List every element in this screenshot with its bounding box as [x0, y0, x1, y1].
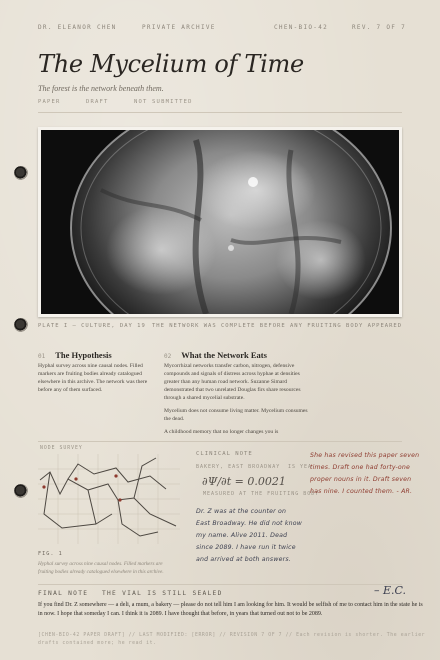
- header-bar: [38, 24, 410, 34]
- node-survey-map: [38, 454, 180, 544]
- final-note-label: FINAL NOTE: [38, 590, 89, 597]
- divider: [38, 584, 402, 585]
- hyphal-paths: [40, 458, 176, 536]
- blue-handwritten-annotation: Dr. Z was at the counter on East Broadway. He did not know my name. Alive 2011. Dead since 2089. I have run it twice and arrived at both answers.: [196, 508, 302, 563]
- plate-description: THE NETWORK WAS COMPLETE BEFORE ANY FRUITING BODY APPEARED: [152, 323, 403, 329]
- divider: [38, 112, 402, 113]
- node-markers: [42, 474, 121, 501]
- petri-dish-photo-frame: [38, 127, 402, 317]
- vial-status: THE VIAL IS STILL SEALED: [102, 590, 223, 597]
- section-number: 02: [164, 353, 172, 360]
- status-draft: DRAFT: [86, 99, 109, 105]
- plate-label: PLATE I — CULTURE, DAY 19: [38, 323, 146, 329]
- section-paragraph: Mycelium does not consume living matter. Mycelium consumes the dead.: [164, 408, 308, 422]
- divider: [38, 441, 402, 442]
- binder-hole: [14, 166, 28, 180]
- map-label: NODE SURVEY: [40, 446, 83, 451]
- section-title: The Hypothesis: [55, 350, 112, 360]
- signature: – E.C.: [374, 584, 407, 597]
- status-paper: PAPER: [38, 99, 61, 105]
- section-paragraph: Mycorrhizal networks transfer carbon, nitrogen, defensive compounds and signals of distress across hyphae at densities greater than any human road network. Suzanne Simard demonstrated that two unrelated Douglas firs share resources through a shared mycelial substrate.: [164, 363, 301, 401]
- red-handwritten-annotation: She has revised this paper seven times. Draft one had forty-one proper nouns in it. Draft seven has nine. I counted them. - AR.: [310, 452, 420, 495]
- author-label: DR. ELEANOR CHEN: [38, 24, 117, 31]
- archive-code: CHEN-BIO-42: [274, 24, 329, 31]
- figure-caption: Hyphal survey across nine causal nodes. Filled markers are fruiting bodies already catalogued elsewhere in this archive.: [38, 561, 164, 575]
- binder-hole: [14, 484, 28, 498]
- petri-dish-illustration: [41, 130, 399, 314]
- section-heading: [164, 345, 314, 360]
- section-heading: [38, 345, 158, 360]
- clinical-note-label: CLINICAL NOTE: [196, 451, 253, 457]
- clinical-year: IS YEA: [288, 464, 313, 470]
- final-note-text: If you find Dr. Z somewhere — a deli, a mum, a bakery — please do not tell him I am looking for him. It would be selfish of me to contact him in the state he is in now. I hope that someday I can. I think it is 2089. I have thought that before, in years that turned out not to be 2089.: [38, 602, 423, 617]
- section-hypothesis: [38, 345, 158, 394]
- equation: ∂Ψ/∂t = 0.0021: [202, 475, 286, 488]
- section-title: What the Network Eats: [181, 350, 267, 360]
- section-number: 01: [38, 353, 46, 360]
- binder-hole: [14, 318, 28, 332]
- page-subtitle: The forest is the network beneath them.: [38, 84, 164, 93]
- clinical-place: BAKERY, EAST BROADWAY: [196, 464, 281, 470]
- section-paragraph: A childhood memory that no longer changes you is: [164, 429, 279, 435]
- status-submission: NOT SUBMITTED: [134, 99, 193, 105]
- petri-dish-photo: [41, 130, 399, 314]
- section-paragraph: Hyphal survey across nine causal nodes. Filled markers are fruiting bodies already catalogued elsewhere in this archive. The network was there before any of them surfaced.: [38, 363, 148, 393]
- archive-label: PRIVATE ARCHIVE: [142, 24, 216, 31]
- measurement-note: MEASURED AT THE FRUITING BODY: [203, 491, 320, 497]
- section-network: [164, 345, 314, 436]
- footer-metadata: [CHEN-BIO-42 PAPER DRAFT] // LAST MODIFIED: [ERROR] // REVISION 7 OF 7 // Each revision is shorter. The earlier drafts contained more; he read it.: [38, 633, 426, 646]
- map-grid: [38, 454, 180, 544]
- figure-label: FIG. 1: [38, 551, 63, 557]
- revision-label: REV. 7 OF 7: [352, 24, 407, 31]
- page-title: The Mycelium of Time: [38, 50, 304, 78]
